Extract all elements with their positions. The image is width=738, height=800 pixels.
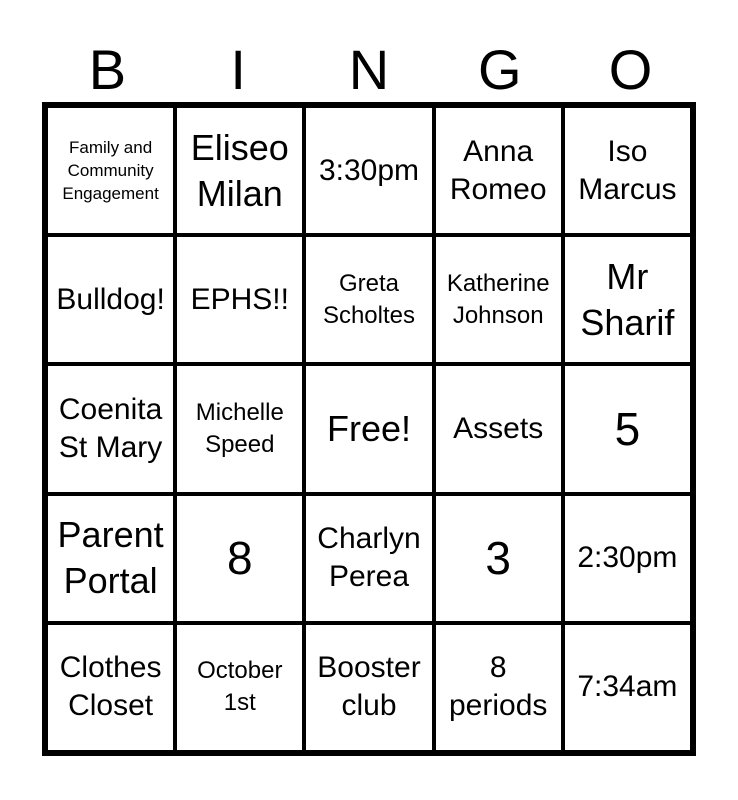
header-letter-g: G (478, 38, 522, 101)
bingo-board (42, 102, 696, 756)
cell-label: Greta Scholtes (322, 269, 416, 329)
bingo-cell[interactable] (563, 235, 692, 364)
bingo-cell[interactable] (175, 106, 304, 235)
header-letter-o: O (608, 38, 653, 101)
bingo-cell[interactable] (563, 494, 692, 623)
cell-label: Free! (326, 407, 411, 449)
cell-label: Coenita St Mary (58, 392, 163, 464)
cell-label: 5 (614, 402, 641, 455)
cell-label: Mr Sharif (580, 255, 675, 343)
header-letter-n: N (348, 38, 390, 101)
bingo-cell-free[interactable] (304, 364, 433, 493)
cell-label: 3:30pm (318, 153, 420, 187)
bingo-header (42, 38, 696, 102)
bingo-cell[interactable] (434, 235, 563, 364)
cell-label: Charlyn Perea (317, 522, 421, 594)
cell-label: 2:30pm (577, 541, 678, 575)
cell-label: 7:34am (577, 670, 678, 704)
bingo-cell[interactable] (46, 106, 175, 235)
cell-label: EPHS!! (190, 282, 289, 316)
cell-label: 8 (226, 532, 253, 585)
cell-label: Clothes Closet (59, 651, 162, 723)
bingo-cell[interactable] (563, 106, 692, 235)
cell-label: Anna Romeo (449, 134, 547, 206)
bingo-cell[interactable] (46, 623, 175, 752)
cell-label: 8 periods (448, 651, 548, 723)
cell-label: 3 (485, 532, 511, 585)
bingo-cell[interactable] (304, 235, 433, 364)
cell-label: Parent Portal (57, 514, 164, 602)
bingo-cell[interactable] (175, 494, 304, 623)
bingo-cell[interactable] (434, 106, 563, 235)
bingo-cell[interactable] (304, 106, 433, 235)
bingo-cell[interactable] (434, 494, 563, 623)
bingo-cell[interactable] (175, 235, 304, 364)
header-letter-i: I (230, 38, 246, 101)
bingo-cell[interactable] (304, 623, 433, 752)
cell-label: Katherine Johnson (446, 269, 550, 329)
header-letter-b: B (88, 38, 127, 101)
cell-label: Michelle Speed (195, 398, 284, 458)
cell-label: October 1st (197, 657, 283, 717)
cell-label: Eliseo Milan (190, 126, 289, 214)
bingo-cell[interactable] (434, 364, 563, 493)
cell-label: Family and Community Engagement (62, 138, 159, 204)
bingo-cell[interactable] (175, 364, 304, 493)
cell-label: Iso Marcus (578, 134, 677, 206)
bingo-cell[interactable] (563, 623, 692, 752)
bingo-cell[interactable] (46, 364, 175, 493)
bingo-cell[interactable] (563, 364, 692, 493)
cell-label: Bulldog! (56, 282, 165, 316)
bingo-cell[interactable] (46, 235, 175, 364)
bingo-cell[interactable] (175, 623, 304, 752)
cell-label: Assets (453, 411, 544, 445)
bingo-cell[interactable] (46, 494, 175, 623)
bingo-cell[interactable] (304, 494, 433, 623)
cell-label: Booster club (317, 651, 421, 723)
bingo-cell[interactable] (434, 623, 563, 752)
